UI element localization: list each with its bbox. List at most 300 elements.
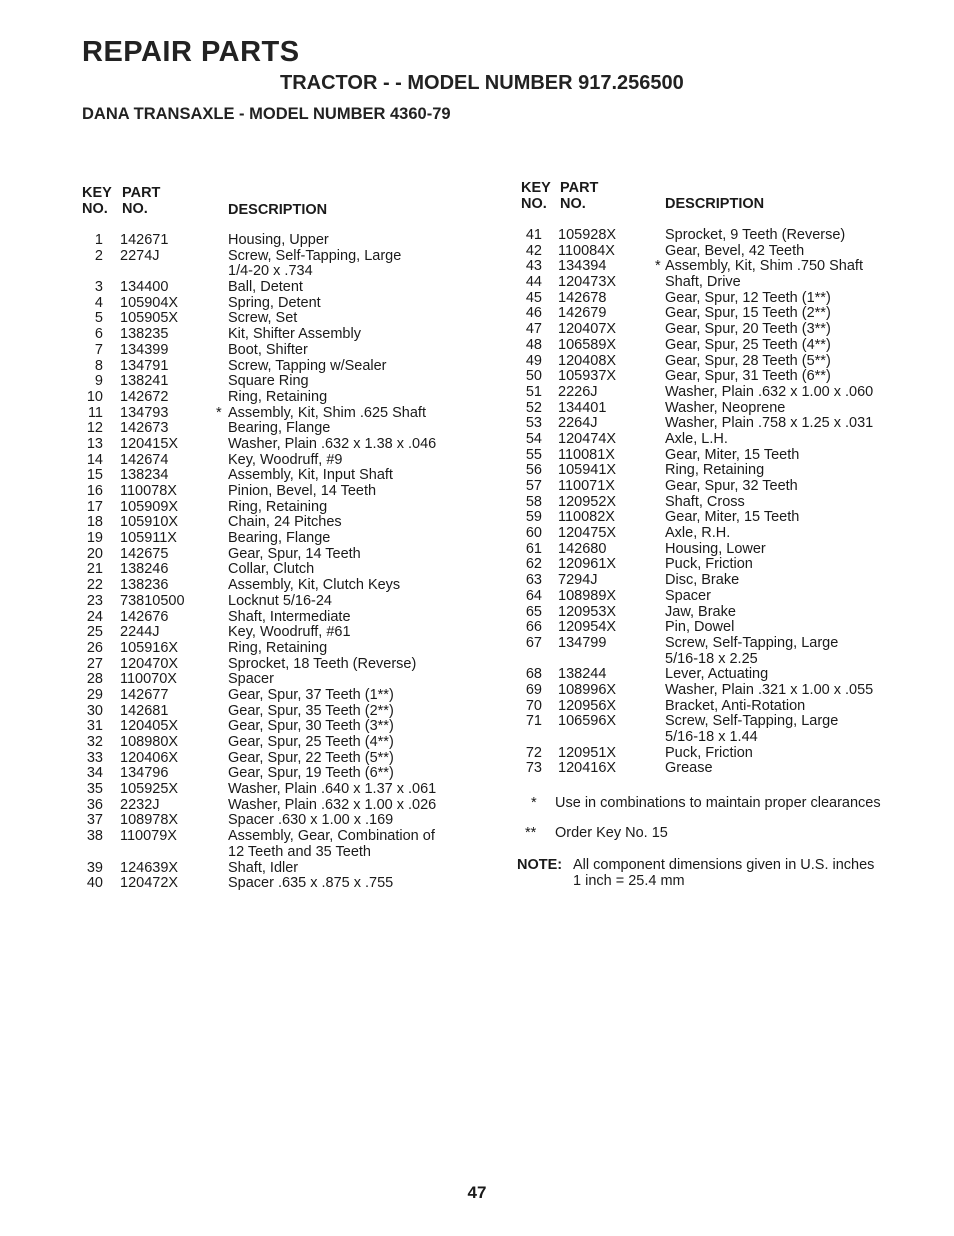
- part-row: [521, 228, 941, 244]
- part-description: Shaft, Drive: [665, 274, 741, 291]
- part-number: 120416X: [558, 760, 617, 777]
- part-row: [82, 343, 482, 359]
- part-description: Gear, Spur, 15 Teeth (2**): [665, 305, 831, 322]
- part-row: [82, 531, 482, 547]
- part-row: [521, 699, 941, 715]
- footnote-dstar-text: Order Key No. 15: [555, 825, 668, 841]
- part-number: 110081X: [558, 446, 615, 463]
- part-number: 105911X: [120, 530, 177, 547]
- parts-list-right: [521, 180, 941, 777]
- part-row: [521, 557, 941, 573]
- part-number: 138236: [120, 577, 169, 594]
- part-number: 110084X: [558, 242, 615, 259]
- part-row: [521, 432, 941, 448]
- part-number: 120415X: [120, 435, 179, 452]
- part-number: 105925X: [120, 781, 179, 798]
- part-row: [521, 683, 941, 699]
- part-header-top: PART: [560, 180, 599, 196]
- part-description: Gear, Spur, 30 Teeth (3**): [228, 718, 394, 735]
- part-description: Gear, Spur, 12 Teeth (1**): [665, 289, 831, 306]
- key-number: 61: [525, 540, 542, 557]
- part-description: Housing, Upper: [228, 232, 329, 248]
- parts-list-left: [82, 185, 482, 892]
- part-description: Key, Woodruff, #61: [228, 624, 351, 641]
- key-number: 37: [86, 812, 103, 829]
- part-description: Disc, Brake: [665, 572, 740, 589]
- part-row: [82, 813, 482, 829]
- key-number: 22: [86, 577, 103, 594]
- part-number: 110070X: [120, 671, 177, 688]
- key-number: 29: [86, 686, 103, 703]
- parts-list-header: [521, 180, 941, 214]
- part-row: [521, 636, 941, 652]
- part-description: Ring, Retaining: [665, 462, 765, 479]
- part-number: 134791: [120, 357, 169, 374]
- part-description: Washer, Plain .758 x 1.25 x .031: [665, 415, 874, 432]
- part-row: [82, 437, 482, 453]
- key-number: 32: [86, 734, 103, 750]
- part-description: Bearing, Flange: [228, 530, 331, 547]
- part-row: [82, 515, 482, 531]
- part-description: 1/4-20 x .734: [228, 263, 313, 280]
- part-number: 142675: [120, 545, 169, 562]
- part-row: [82, 280, 482, 296]
- key-number: 54: [525, 430, 542, 447]
- part-number: 108989X: [558, 587, 617, 604]
- part-number: 105910X: [120, 514, 179, 531]
- part-description: Ball, Detent: [228, 279, 303, 296]
- part-row: [521, 291, 941, 307]
- part-row: [521, 306, 941, 322]
- part-row: [521, 275, 941, 291]
- part-description: Screw, Self-Tapping, Large: [665, 713, 839, 730]
- part-number: 120961X: [558, 556, 617, 573]
- part-number: 110079X: [120, 828, 177, 845]
- part-description: Washer, Plain .632 x 1.38 x .046: [228, 435, 437, 452]
- key-number: 33: [86, 749, 103, 766]
- page-title: REPAIR PARTS: [82, 36, 300, 68]
- key-number: 44: [525, 274, 542, 291]
- key-number: 70: [525, 697, 542, 714]
- part-row: [82, 406, 482, 422]
- part-number: 142672: [120, 388, 169, 405]
- part-row: [82, 264, 482, 280]
- part-description: Locknut 5/16-24: [228, 592, 332, 609]
- part-row: [521, 385, 941, 401]
- part-description: Gear, Bevel, 42 Teeth: [665, 242, 805, 259]
- part-row: [521, 667, 941, 683]
- part-description: Puck, Friction: [665, 744, 753, 761]
- key-header-top: KEY: [82, 185, 112, 201]
- part-number: 110071X: [558, 478, 615, 494]
- part-description: 5/16-18 x 1.44: [665, 729, 758, 745]
- part-number: 134796: [120, 765, 169, 782]
- part-row: [82, 594, 482, 610]
- tractor-model-heading: TRACTOR - - MODEL NUMBER 917.256500: [280, 72, 684, 94]
- part-number: 7294J: [558, 572, 598, 589]
- part-description: Washer, Plain .640 x 1.37 x .061: [228, 781, 437, 798]
- part-number: 120407X: [558, 321, 617, 338]
- key-number: 52: [525, 399, 542, 416]
- key-number: 8: [94, 357, 103, 374]
- key-header-top: KEY: [521, 180, 551, 196]
- part-row: [82, 547, 482, 563]
- key-number: 2: [94, 247, 103, 264]
- part-number: 142673: [120, 420, 169, 437]
- key-number: 45: [525, 289, 542, 306]
- part-row: [82, 374, 482, 390]
- part-row: [82, 719, 482, 735]
- part-row: [82, 876, 482, 892]
- part-number: 142679: [558, 305, 607, 322]
- part-row: [521, 589, 941, 605]
- key-number: 55: [525, 446, 542, 463]
- description-header: DESCRIPTION: [228, 202, 328, 218]
- part-description: Gear, Spur, 31 Teeth (6**): [665, 368, 831, 385]
- key-number: 34: [86, 765, 103, 782]
- key-number: 26: [86, 639, 103, 656]
- key-number: 25: [86, 624, 103, 641]
- note-line-2: 1 inch = 25.4 mm: [573, 873, 685, 889]
- part-description: Spacer: [228, 671, 274, 688]
- key-number: 60: [525, 525, 542, 542]
- part-row: [521, 761, 941, 777]
- part-description: Assembly, Kit, Shim .750 Shaft: [665, 258, 863, 275]
- part-number: 108978X: [120, 812, 179, 829]
- part-row: [82, 845, 482, 861]
- part-number: 120951X: [558, 744, 617, 761]
- part-description: Spacer: [665, 587, 711, 604]
- key-number: 42: [525, 242, 542, 259]
- part-number: 106596X: [558, 713, 617, 730]
- part-number: 2274J: [120, 247, 160, 264]
- key-number: 20: [86, 545, 103, 562]
- key-number: 47: [525, 321, 542, 338]
- part-number: 142678: [558, 289, 607, 306]
- part-header-bottom: NO.: [122, 201, 148, 217]
- key-number: 49: [525, 352, 542, 369]
- part-description: Housing, Lower: [665, 540, 766, 557]
- key-number: 40: [86, 875, 103, 892]
- part-row: [521, 354, 941, 370]
- key-number: 65: [525, 603, 542, 620]
- key-number: 38: [86, 828, 103, 845]
- key-number: 17: [86, 498, 103, 515]
- key-number: 68: [525, 666, 542, 683]
- part-description: Ring, Retaining: [228, 639, 328, 656]
- part-description: Bracket, Anti-Rotation: [665, 697, 806, 714]
- part-description: Washer, Neoprene: [665, 399, 786, 416]
- part-row: [82, 657, 482, 673]
- key-number: 5: [94, 310, 103, 327]
- key-number: 31: [86, 718, 103, 735]
- part-description: Bearing, Flange: [228, 420, 331, 437]
- part-row: [82, 484, 482, 500]
- key-number: 72: [525, 744, 542, 761]
- part-number: 142676: [120, 608, 169, 625]
- note-label: NOTE:: [517, 857, 563, 873]
- part-description: Gear, Spur, 25 Teeth (4**): [665, 336, 831, 353]
- part-description: Gear, Spur, 37 Teeth (1**): [228, 686, 394, 703]
- key-number: 50: [525, 368, 542, 385]
- part-description: Shaft, Cross: [665, 493, 745, 510]
- part-number: 134401: [558, 399, 607, 416]
- key-number: 12: [86, 420, 103, 437]
- key-header-bottom: NO.: [521, 196, 547, 212]
- part-number: 105916X: [120, 639, 179, 656]
- key-number: 24: [86, 608, 103, 625]
- part-description: Jaw, Brake: [665, 603, 736, 620]
- key-number: 53: [525, 415, 542, 432]
- key-number: 23: [86, 592, 103, 609]
- part-row: [521, 495, 941, 511]
- part-description: Pinion, Bevel, 14 Teeth: [228, 483, 377, 499]
- part-row: [521, 369, 941, 385]
- part-number: 108996X: [558, 681, 617, 698]
- part-row: [82, 735, 482, 751]
- part-number: 142677: [120, 686, 169, 703]
- part-description: Kit, Shifter Assembly: [228, 326, 361, 343]
- key-header-bottom: NO.: [82, 201, 108, 217]
- part-row: [521, 448, 941, 464]
- key-number: 7: [94, 341, 103, 358]
- part-description: Gear, Spur, 14 Teeth: [228, 545, 361, 562]
- part-number: 134400: [120, 279, 169, 296]
- note-line-1: All component dimensions given in U.S. inches: [573, 857, 875, 873]
- part-header-bottom: NO.: [560, 196, 586, 212]
- part-description: Assembly, Kit, Shim .625 Shaft: [228, 404, 426, 421]
- part-row: [82, 359, 482, 375]
- key-number: 58: [525, 493, 542, 510]
- key-number: 41: [525, 227, 542, 243]
- part-description: Grease: [665, 760, 713, 777]
- key-number: 62: [525, 556, 542, 573]
- part-description: Shaft, Intermediate: [228, 608, 351, 625]
- part-row: [521, 605, 941, 621]
- part-row: [521, 746, 941, 762]
- part-description: Axle, L.H.: [665, 430, 728, 447]
- part-number: 120408X: [558, 352, 617, 369]
- part-row: [82, 311, 482, 327]
- part-row: [82, 861, 482, 877]
- part-number: 138246: [120, 561, 169, 578]
- part-description: Gear, Spur, 25 Teeth (4**): [228, 734, 394, 750]
- part-row: [82, 688, 482, 704]
- part-row: [521, 416, 941, 432]
- part-row: [521, 542, 941, 558]
- key-number: 73: [525, 760, 542, 777]
- part-description: Gear, Spur, 28 Teeth (5**): [665, 352, 831, 369]
- key-number: 9: [94, 373, 103, 390]
- key-number: 69: [525, 681, 542, 698]
- key-number: 66: [525, 619, 542, 636]
- key-number: 48: [525, 336, 542, 353]
- part-number: 134399: [120, 341, 169, 358]
- key-number: 43: [525, 258, 542, 275]
- key-number: 59: [525, 509, 542, 526]
- key-number: 63: [525, 572, 542, 589]
- key-number: 71: [525, 713, 542, 730]
- key-number: 56: [525, 462, 542, 479]
- part-number: 2226J: [558, 383, 598, 400]
- part-number: 2244J: [120, 624, 160, 641]
- key-number: 10: [86, 388, 103, 405]
- part-description: Sprocket, 18 Teeth (Reverse): [228, 655, 417, 672]
- part-number: 105909X: [120, 498, 179, 515]
- part-row: [521, 526, 941, 542]
- key-number: 14: [86, 451, 103, 468]
- part-description: Chain, 24 Pitches: [228, 514, 342, 531]
- part-number: 142674: [120, 451, 169, 468]
- key-number: 13: [86, 435, 103, 452]
- part-number: 120952X: [558, 493, 617, 510]
- part-number: 105905X: [120, 310, 179, 327]
- part-description: Collar, Clutch: [228, 561, 315, 578]
- key-number: 11: [87, 404, 103, 421]
- part-row: [521, 652, 941, 668]
- key-number: 1: [94, 232, 103, 248]
- part-description: Spacer .630 x 1.00 x .169: [228, 812, 394, 829]
- part-row: [521, 244, 941, 260]
- key-number: 18: [86, 514, 103, 531]
- part-description: Ring, Retaining: [228, 388, 328, 405]
- part-row: [521, 463, 941, 479]
- part-description: Gear, Spur, 20 Teeth (3**): [665, 321, 831, 338]
- part-row: [82, 468, 482, 484]
- part-description: Screw, Set: [228, 310, 298, 327]
- part-description: Spacer .635 x .875 x .755: [228, 875, 394, 892]
- part-description: Shaft, Idler: [228, 859, 299, 876]
- part-number: 120470X: [120, 655, 179, 672]
- part-row: [82, 578, 482, 594]
- part-number: 142680: [558, 540, 607, 557]
- part-description: Boot, Shifter: [228, 341, 308, 358]
- part-number: 2232J: [120, 796, 160, 813]
- part-description: Screw, Tapping w/Sealer: [228, 357, 387, 374]
- part-number: 120953X: [558, 603, 617, 620]
- part-description: Puck, Friction: [665, 556, 753, 573]
- part-row: [82, 625, 482, 641]
- part-description: 12 Teeth and 35 Teeth: [228, 843, 371, 860]
- key-number: 36: [86, 796, 103, 813]
- part-number: 142671: [120, 232, 169, 248]
- part-description: Gear, Spur, 19 Teeth (6**): [228, 765, 394, 782]
- part-row: [82, 782, 482, 798]
- part-number: 134799: [558, 634, 607, 651]
- transaxle-model-heading: DANA TRANSAXLE - MODEL NUMBER 4360-79: [82, 105, 451, 123]
- part-row: [82, 327, 482, 343]
- part-row: [82, 390, 482, 406]
- part-number: 106589X: [558, 336, 617, 353]
- part-row: [521, 714, 941, 730]
- part-row: [82, 829, 482, 845]
- part-row: [521, 510, 941, 526]
- key-number: 6: [94, 326, 103, 343]
- description-header: DESCRIPTION: [665, 196, 765, 212]
- key-number: 3: [94, 279, 103, 296]
- part-number: 120406X: [120, 749, 179, 766]
- part-row: [82, 249, 482, 265]
- page-number: 47: [467, 1183, 487, 1202]
- part-number: 138241: [120, 373, 169, 390]
- part-description: 5/16-18 x 2.25: [665, 650, 758, 667]
- part-number: 73810500: [120, 592, 185, 609]
- part-description: Washer, Plain .632 x 1.00 x .060: [665, 383, 874, 400]
- part-row: [521, 730, 941, 746]
- part-row: [521, 479, 941, 495]
- part-row: [521, 401, 941, 417]
- part-number: 105941X: [558, 462, 617, 479]
- part-row: [521, 573, 941, 589]
- part-description: Axle, R.H.: [665, 525, 731, 542]
- key-number: 57: [525, 478, 542, 494]
- part-number: 120954X: [558, 619, 617, 636]
- part-row: [82, 704, 482, 720]
- part-number: 138235: [120, 326, 169, 343]
- part-row: [82, 610, 482, 626]
- parts-list-header: [82, 185, 482, 219]
- part-number: 142681: [120, 702, 169, 719]
- part-row: [82, 672, 482, 688]
- key-number: 15: [86, 467, 103, 484]
- footnote-star-symbol: *: [531, 795, 537, 811]
- part-row: [521, 620, 941, 636]
- part-number: 124639X: [120, 859, 179, 876]
- key-number: 21: [86, 561, 103, 578]
- footnote-marker: *: [216, 404, 222, 421]
- key-number: 51: [525, 383, 542, 400]
- part-number: 134394: [558, 258, 607, 275]
- part-number: 120474X: [558, 430, 617, 447]
- part-number: 138234: [120, 467, 169, 484]
- part-description: Assembly, Kit, Input Shaft: [228, 467, 393, 484]
- part-number: 120473X: [558, 274, 617, 291]
- part-row: [521, 338, 941, 354]
- part-description: Gear, Spur, 32 Teeth: [665, 478, 798, 494]
- part-number: 108980X: [120, 734, 179, 750]
- part-description: Screw, Self-Tapping, Large: [665, 634, 839, 651]
- part-description: Sprocket, 9 Teeth (Reverse): [665, 227, 846, 243]
- part-description: Lever, Actuating: [665, 666, 769, 683]
- footnote-dstar-symbol: **: [525, 825, 537, 841]
- part-number: 110082X: [558, 509, 615, 526]
- key-number: 46: [525, 305, 542, 322]
- key-number: 27: [86, 655, 103, 672]
- part-row: [82, 562, 482, 578]
- part-row: [521, 322, 941, 338]
- part-header-top: PART: [122, 185, 161, 201]
- part-row: [82, 421, 482, 437]
- part-number: 105937X: [558, 368, 617, 385]
- key-number: 67: [525, 634, 542, 651]
- part-number: 110078X: [120, 483, 177, 499]
- key-number: 39: [86, 859, 103, 876]
- part-number: 134793: [120, 404, 169, 421]
- key-number: 64: [525, 587, 542, 604]
- key-number: 35: [86, 781, 103, 798]
- key-number: 4: [94, 294, 103, 311]
- part-row: [82, 751, 482, 767]
- part-number: 2264J: [558, 415, 598, 432]
- key-number: 30: [86, 702, 103, 719]
- key-number: 19: [86, 530, 103, 547]
- part-number: 105928X: [558, 227, 617, 243]
- part-row: [82, 500, 482, 516]
- part-description: Gear, Miter, 15 Teeth: [665, 509, 800, 526]
- part-description: Gear, Spur, 35 Teeth (2**): [228, 702, 394, 719]
- part-row: [82, 233, 482, 249]
- footnote-star-text: Use in combinations to maintain proper clearances: [555, 795, 881, 811]
